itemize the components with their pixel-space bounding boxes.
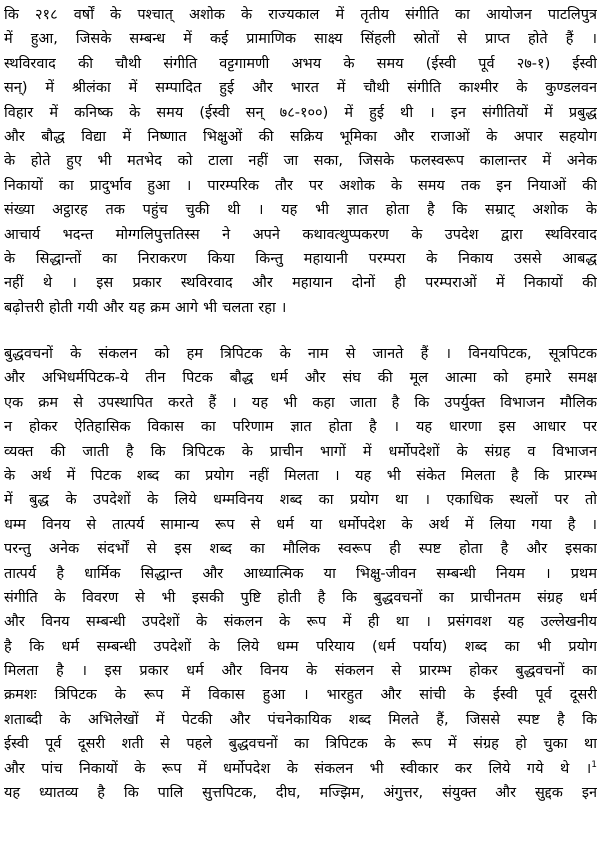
text-line: आचार्य भदन्त मोग्गलिपुत्ततिस्स ने अपने कथावत्थुप्पकरण के उपदेश द्वारा स्थविरवाद bbox=[4, 226, 597, 243]
text-line: विहार में कनिष्क के समय (ईस्वी सन् ७८-१००) में हुई थी । इन संगीतियों में प्रबुद्ध bbox=[4, 104, 597, 121]
text-line: के अर्थ में पिटक शब्द का प्रयोग नहीं मिलता । यह भी संकेत मिलता है कि प्रारम्भ bbox=[4, 467, 597, 484]
text-line: और अभिधर्मपिटक-ये तीन पिटक बौद्ध धर्म और संघ की मूल आत्मा को हमारे समक्ष bbox=[4, 370, 597, 387]
text-line: एक क्रम से उपस्थापित करते हैं । यह भी कहा जाता है कि उपर्युक्त विभाजन मौलिक bbox=[4, 394, 597, 411]
text-line: में बुद्ध के उपदेशों के लिये धम्मविनय शब्द का प्रयोग था । एकाधिक स्थलों पर तो bbox=[4, 492, 597, 509]
text-line: के होते हुए भी मतभेद को टाला नहीं जा सका, जिसके फलस्वरूप कालान्तर में अनेक bbox=[4, 153, 597, 170]
text-line: स्थविरवाद की चौथी संगीति वट्टगामणी अभय के समय (ईस्वी पूर्व २७-१) ईस्वी bbox=[4, 55, 597, 72]
text-line: कि २१८ वर्षों के पश्चात् अशोक के राज्यकाल में तृतीय संगीति का आयोजन पाटलिपुत्र bbox=[4, 7, 597, 23]
text-line: तात्पर्य है धार्मिक सिद्धान्त और आध्यात्मिक या भिक्षु-जीवन सम्बन्धी नियम । प्रथम bbox=[4, 565, 597, 582]
text-line: और विनय सम्बन्धी उपदेशों के संकलन के रूप में ही था । प्रसंगवश यह उल्लेखनीय bbox=[4, 614, 597, 631]
text-line: बुद्धवचनों के संकलन को हम त्रिपिटक के नाम से जानते हैं । विनयपिटक, सूत्रपिटक bbox=[4, 346, 597, 362]
text-line: निकायों का प्रादुर्भाव हुआ । पारम्परिक तौर पर अशोक के समय तक इन नियाओं की bbox=[4, 177, 597, 194]
text-line: बढ़ोत्तरी होती गयी और यह क्रम आगे भी चलता रहा । bbox=[4, 299, 287, 316]
text-line-with-footnote bbox=[4, 757, 597, 781]
paragraph-councils bbox=[4, 3, 597, 320]
text-line: न होकर ऐतिहासिक विकास का परिणाम ज्ञात होता है । यह धारणा इस आधार पर bbox=[4, 419, 597, 436]
text-line: और बौद्ध विद्या में निष्णात भिक्षुओं की सक्रिय भूमिका और राजाओं के अपार सहयोग bbox=[4, 128, 597, 145]
text-line: है कि धर्म सम्बन्धी उपदेशों के लिये धम्म परियाय (धर्म पर्याय) शब्द का भी प्रयोग bbox=[4, 638, 597, 655]
text-line: के सिद्धान्तों का निराकरण किया किन्तु महायानी परम्परा के निकाय उससे आबद्ध bbox=[4, 250, 597, 267]
text-line: क्रमशः त्रिपिटक के रूप में विकास हुआ । भारहुत और सांची के ईस्वी पूर्व दूसरी bbox=[4, 687, 597, 704]
text-line: संगीति के विवरण से भी इसकी पुष्टि होती है कि बुद्धवचनों का प्राचीनतम संग्रह धर्म bbox=[4, 589, 597, 606]
text-line: में हुआ, जिसके सम्बन्ध में कई प्रामाणिक साक्ष्य सिंहली स्रोतों से प्राप्त होते हैं । bbox=[4, 31, 597, 48]
text-line: ईस्वी पूर्व दूसरी शती से पहले बुद्धवचनों का त्रिपिटक के रूप में संग्रह हो चुका था bbox=[4, 736, 597, 753]
text-line: नहीं थे । इस प्रकार स्थविरवाद और महायान दोनों ही परम्पराओं में निकायों की bbox=[4, 275, 597, 292]
text-line: सन्) में श्रीलंका में सम्पादित हुई और भारत में चौथी संगीति काश्मीर के कुण्डलवन bbox=[4, 80, 597, 97]
text-line: धम्म विनय से तात्पर्य सामान्य रूप से धर्म या धर्मोपदेश के अर्थ में लिया गया है । bbox=[4, 516, 597, 533]
text-line: व्यक्त की जाती है कि त्रिपिटक के प्राचीन भागों में धर्मोपदेशों के संग्रह व विभाजन bbox=[4, 443, 597, 460]
text-line: परन्तु अनेक संदर्भों से इस शब्द का मौलिक स्वरूप ही स्पष्ट होता है और इसका bbox=[4, 541, 597, 558]
text-line-content: और पांच निकायों के रूप में धर्मोपदेश के संकलन भी स्वीकार कर लिये गये थे । bbox=[4, 760, 592, 777]
text-line: यह ध्यातव्य है कि पालि सुत्तपिटक, दीघ, मज्झिम, अंगुत्तर, संयुक्त और सुद्दक इन bbox=[4, 785, 597, 802]
text-line: संख्या अट्ठारह तक पहुंच चुकी थी । यह भी ज्ञात होता है कि सम्राट् अशोक के bbox=[4, 202, 597, 219]
paragraph-tripitaka bbox=[4, 342, 597, 805]
footnote-marker: 1 bbox=[591, 759, 597, 770]
text-line: मिलता है । इस प्रकार धर्म और विनय के संकलन से प्रारम्भ होकर बुद्धवचनों का bbox=[4, 663, 597, 680]
text-line: शताब्दी के अभिलेखों में पेटकी और पंचनेकायिक शब्द मिलते हैं, जिससे स्पष्ट है कि bbox=[4, 711, 597, 728]
